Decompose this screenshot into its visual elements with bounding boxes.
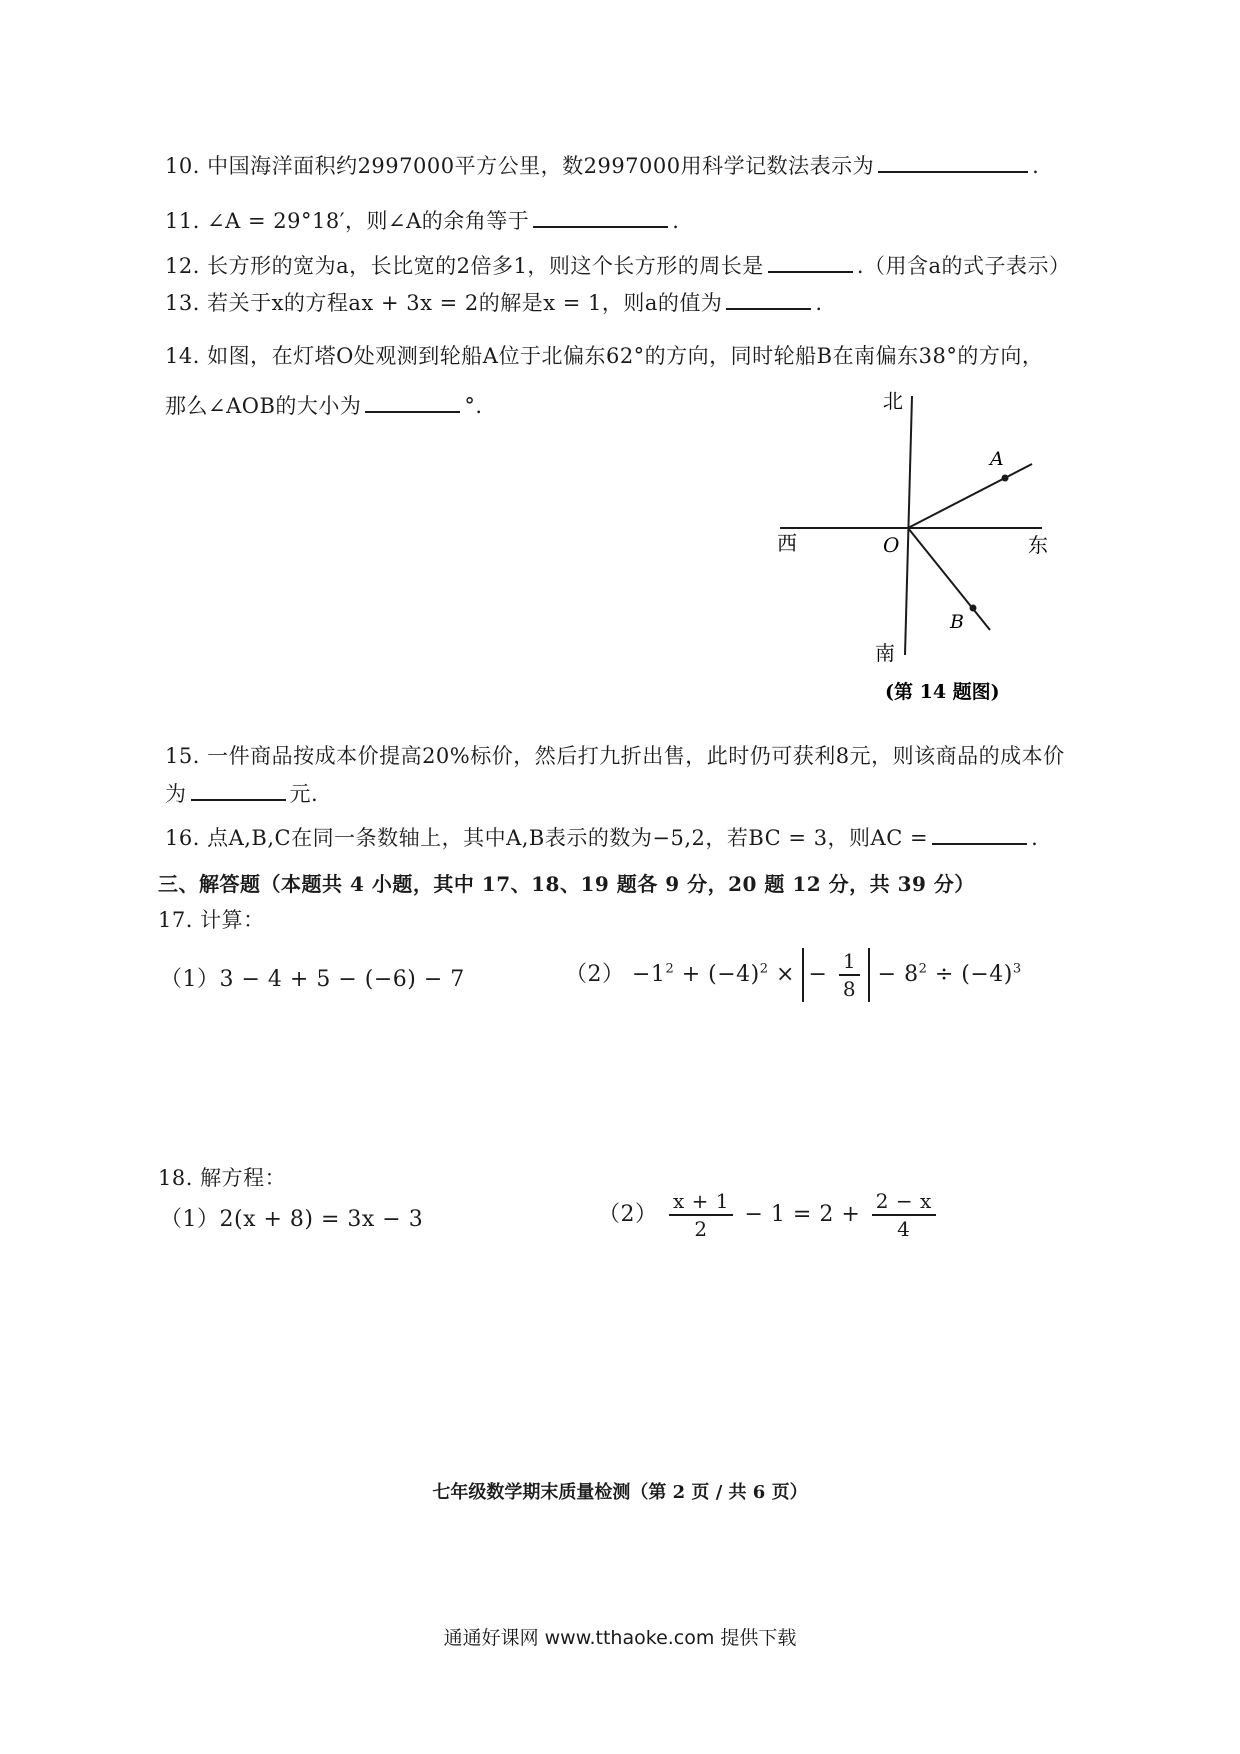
question-10-text: 10. 中国海洋面积约2997000平方公里，数2997000用科学记数法表示为 — [165, 154, 875, 178]
fraction-x-plus-1-over-2: $\frac{x + 1}{2}$ — [669, 1188, 733, 1242]
question-15-line2: 为 元. — [165, 782, 319, 806]
answer-blank-10[interactable] — [878, 153, 1028, 173]
section-3-heading: 三、解答题（本题共 4 小题，其中 17、18、19 题各 9 分，20 题 12 分，共 39 分） — [158, 872, 975, 896]
question-12: 12. 长方形的宽为a，长比宽的2倍多1，则这个长方形的周长是 .（用含a的式子表示） — [165, 254, 1071, 278]
question-18-part1: （1）2(x + 8) = 3x − 3 — [160, 1207, 424, 1232]
answer-blank-12[interactable] — [768, 253, 853, 273]
label-south: 南 — [875, 641, 895, 665]
answer-blank-11[interactable] — [533, 208, 668, 228]
fraction-one-eighth: $\frac{1}{8}$ — [839, 948, 860, 1002]
question-18-title: 18. 解方程： — [158, 1166, 287, 1190]
label-north: 北 — [883, 389, 903, 413]
question-16: 16. 点A,B,C在同一条数轴上，其中A,B表示的数为−5,2，若BC = 3，则AC = . — [165, 826, 1039, 850]
question-11-text: 11. ∠A = 29°18′，则∠A的余角等于 — [165, 209, 530, 233]
question-14-line1: 14. 如图，在灯塔O处观测到轮船A位于北偏东62°的方向，同时轮船B在南偏东38°的方向， — [165, 344, 1044, 368]
label-origin: O — [883, 533, 900, 557]
question-12-text: 12. 长方形的宽为a，长比宽的2倍多1，则这个长方形的周长是 — [165, 254, 764, 278]
watermark-text: 通通好课网 www.tthaoke.com 提供下载 — [443, 1627, 797, 1649]
question-13: 13. 若关于x的方程ax + 3x = 2的解是x = 1，则a的值为 . — [165, 291, 823, 315]
compass-figure — [740, 380, 1080, 710]
answer-blank-13[interactable] — [726, 290, 811, 310]
point-a-dot — [1002, 475, 1009, 482]
question-10: 10. 中国海洋面积约2997000平方公里，数2997000用科学记数法表示为 . — [165, 154, 1040, 178]
point-b-dot — [970, 605, 977, 612]
absolute-value: − $\frac{1}{8}$ — [802, 948, 870, 1002]
answer-blank-15[interactable] — [191, 781, 286, 801]
label-point-a: A — [990, 448, 1004, 470]
question-16-text: 16. 点A,B,C在同一条数轴上，其中A,B表示的数为−5,2，若BC = 3，则AC = — [165, 826, 929, 850]
figure-caption: (第 14 题图) — [885, 681, 1000, 703]
page-footer: 七年级数学期末质量检测（第 2 页 / 共 6 页） — [432, 1482, 808, 1503]
label-point-b: B — [950, 611, 964, 633]
answer-blank-16[interactable] — [932, 825, 1027, 845]
label-west: 西 — [777, 531, 797, 555]
question-13-text: 13. 若关于x的方程ax + 3x = 2的解是x = 1，则a的值为 — [165, 291, 723, 315]
question-17-part2: $(2) -1^2 + (-4)^2$ × − $\frac{1}{8}$ − $8^2 \div (-4)^3$ — [565, 949, 1022, 1001]
label-east: 东 — [1028, 533, 1048, 557]
question-14-line2: 那么∠AOB的大小为 °. — [165, 394, 483, 418]
ray-ob — [908, 528, 990, 630]
question-15-line1: 15. 一件商品按成本价提高20%标价，然后打九折出售，此时仍可获利8元，则该商品的成本价 — [165, 744, 1065, 768]
fraction-2-minus-x-over-4: $\frac{2 - x}{4}$ — [872, 1188, 936, 1242]
answer-blank-14[interactable] — [365, 393, 460, 413]
question-18-part2: （2） $\frac{x + 1}{2}$ − 1 = 2 + $\frac{2 - x}{4}$ — [598, 1188, 940, 1242]
question-17-part1: （1）3 − 4 + 5 − (−6) − 7 — [160, 967, 465, 992]
ray-oa — [908, 464, 1032, 528]
question-11: 11. ∠A = 29°18′，则∠A的余角等于 . — [165, 209, 680, 233]
question-17-title: 17. 计算： — [158, 908, 265, 932]
